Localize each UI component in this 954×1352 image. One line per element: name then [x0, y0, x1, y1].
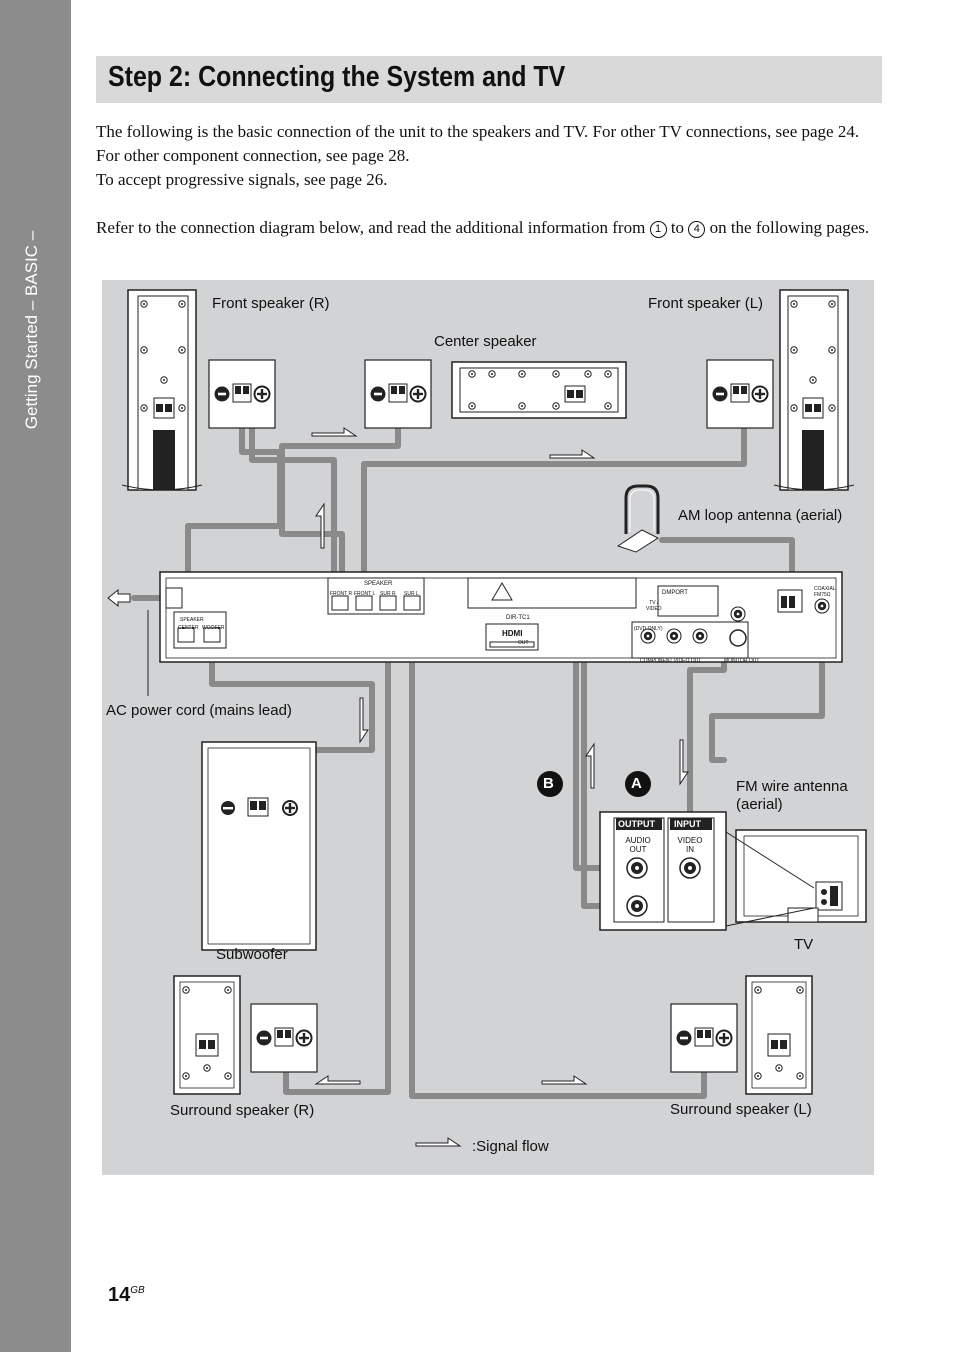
refer-suffix: on the following pages.	[709, 218, 870, 237]
am-loop-antenna	[618, 486, 658, 552]
page-number: $14^{GB}$	[108, 1284, 145, 1306]
surround-speaker-l-box	[746, 976, 812, 1094]
unit-surr-l-label: SUR L	[404, 591, 419, 597]
intro-line-2: To accept progressive signals, see page 26.	[96, 170, 388, 189]
front-l-terminal	[707, 360, 773, 428]
unit-component-label: COMPONENT VIDEO OUT	[640, 658, 702, 664]
am-antenna-label: AM loop antenna (aerial)	[678, 507, 843, 524]
marker-1: 1	[650, 221, 667, 238]
intro-line-1: The following is the basic connection of the unit to the speakers and TV. For other TV connections, see page 24. For other component connection, see page 28.	[96, 122, 860, 165]
surround-l-terminal	[671, 1004, 737, 1072]
tv-output-label: OUTPUT	[618, 819, 655, 829]
unit-fm75-label: FM75Ω	[814, 592, 831, 598]
unit-model-label: DIR-TC1	[506, 615, 530, 621]
marker-b: B	[543, 775, 554, 792]
page-title: Step 2: Connecting the System and TV	[108, 61, 566, 93]
intro-paragraph	[96, 120, 886, 192]
title-bar	[96, 56, 882, 103]
unit-hdmi-label: HDMI	[502, 629, 523, 638]
section-label: Getting Started – BASIC –	[22, 230, 41, 430]
front-speaker-r-label: Front speaker (R)	[212, 295, 330, 312]
tv-input-label: INPUT	[674, 819, 701, 829]
page-suffix: GB	[130, 1285, 145, 1296]
center-speaker	[452, 362, 626, 418]
ac-power-label: AC power cord (mains lead)	[106, 702, 292, 719]
tv-audio-out-label: AUDIO OUT	[625, 836, 651, 854]
diagram-art	[102, 280, 874, 1175]
marker-4: 4	[688, 221, 705, 238]
center-speaker-label: Center speaker	[434, 333, 537, 350]
unit-monitor-out-label: MONITOR OUT	[724, 658, 760, 664]
subwoofer-box	[202, 742, 316, 950]
front-r-terminal	[209, 360, 275, 428]
front-speaker-r	[122, 290, 202, 490]
main-unit	[160, 572, 842, 662]
unit-surr-r-label: SUR R	[380, 591, 396, 597]
refer-prefix: Refer to the connection diagram below, and read the additional information from	[96, 218, 646, 237]
fm-antenna-label: FM wire antenna (aerial)	[736, 778, 848, 813]
unit-tv-video-label: TV / VIDEO	[646, 600, 662, 612]
signal-flow-legend: :Signal flow	[472, 1138, 549, 1155]
unit-dmport-label: DMPORT	[662, 590, 688, 596]
unit-speaker-label: SPEAKER	[364, 581, 393, 587]
subwoofer-label: Subwoofer	[216, 946, 288, 963]
unit-front-l-label: FRONT L	[354, 591, 376, 597]
section-sidebar	[0, 0, 71, 1352]
surround-r-label: Surround speaker (R)	[170, 1102, 315, 1119]
unit-speaker2-label: SPEAKER	[180, 617, 204, 623]
center-terminal	[365, 360, 431, 428]
refer-paragraph	[96, 216, 886, 240]
marker-a: A	[631, 775, 642, 792]
tv-set	[726, 830, 866, 926]
unit-dvd-only-label: (DVD ONLY)	[634, 626, 663, 632]
refer-mid: to	[670, 218, 685, 237]
tv-label: TV	[794, 936, 814, 953]
unit-woofer-label: WOOFER	[202, 625, 225, 631]
surround-r-terminal	[251, 1004, 317, 1072]
surround-speaker-r-box	[174, 976, 240, 1094]
connection-diagram	[102, 280, 874, 1175]
surround-l-label: Surround speaker (L)	[670, 1101, 812, 1118]
unit-hdmi-out-label: OUT	[518, 640, 529, 646]
unit-front-r-label: FRONT R	[330, 591, 353, 597]
unit-center-label: CENTER	[178, 625, 199, 631]
front-speaker-l-label: Front speaker (L)	[648, 295, 764, 312]
front-speaker-l	[774, 290, 854, 490]
tv-video-in-label: VIDEO IN	[677, 836, 703, 854]
unit-coaxial-label: COAXIAL	[814, 586, 836, 592]
